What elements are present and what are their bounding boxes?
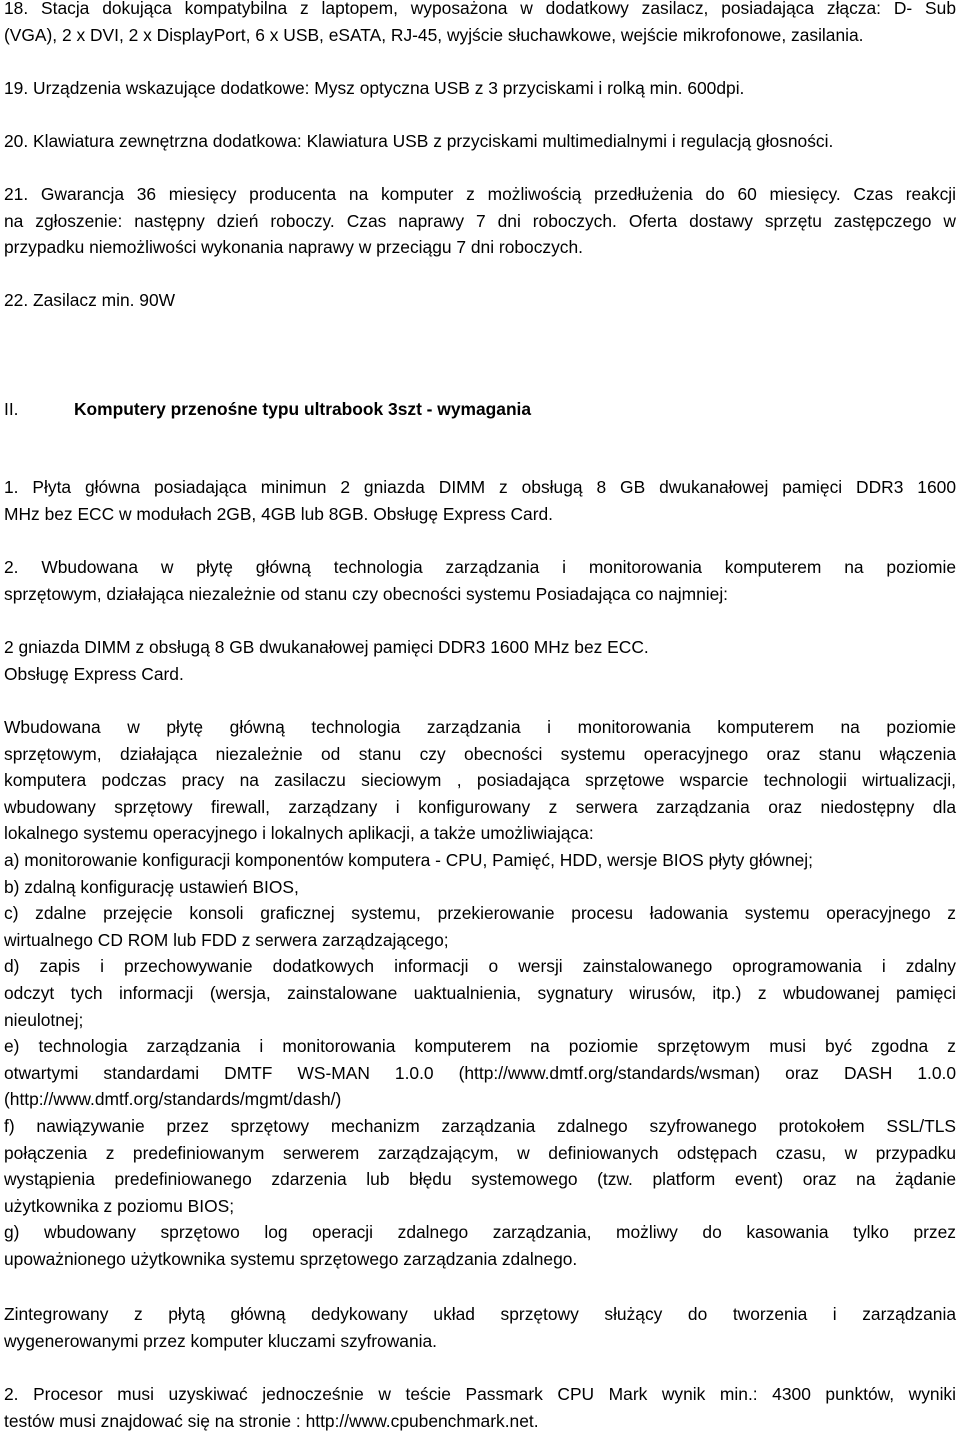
mgmt-line-19: użytkownika z poziomu BIOS; [4,1195,235,1216]
mgmt-line-9: wirtualnego CD ROM lub FDD z serwera zarządzającego; [4,929,449,950]
mgmt-line-13: e) technologia zarządzania i monitorowania komputerem na poziomie sprzętowym musi być zgodna z [4,1036,956,1057]
mgmt-line-21: upoważnionego użytkownika systemu sprzętowego zarządzania zdalnego. [4,1248,578,1269]
mgmt-line-2: sprzętowym, działająca niezależnie od stanu czy obecności systemu operacyjnego oraz stanu włączenia [4,743,956,764]
item-19-text: 19. Urządzenia wskazujące dodatkowe: Mysz optyczna USB z 3 przyciskami i rolką min. 600dpi. [4,78,745,98]
mgmt-line-11: odczyt tych informacji (wersja, zainstalowane uaktualnienia, sygnatury wirusów, itp.) z wbudowanej pamięci [4,982,956,1003]
management-paragraph [4,714,956,1272]
item-21-line-2: na zgłoszenie: następny dzień roboczy. Czas naprawy 7 dni roboczych. Oferta dostawy sprzętu zastępczego w [4,210,956,231]
mgmt-line-4: wbudowany sprzętowy firewall, zarządzany i konfigurowany z serwera zarządzania oraz niedostępny dla [4,796,956,817]
mgmt-line-3: komputera podczas pracy na zasilaczu sieciowym , posiadająca sprzętowe wsparcie technologii wirtualizacji, [4,770,956,791]
mgmt-line-14: otwartymi standardami DMTF WS-MAN 1.0.0 (http://www.dmtf.org/standards/wsman) oraz DASH 1.0.0 [4,1062,956,1083]
mgmt-line-16: f) nawiązywanie przez sprzętowy mechanizm zarządzania zdalnego szyfrowanego protokołem SSL/TLS [4,1115,956,1136]
mgmt-line-12: nieulotnej; [4,1009,84,1030]
section-title: Komputery przenośne typu ultrabook 3szt - wymagania [74,399,532,419]
mgmt-line-8: c) zdalne przejęcie konsoli graficznej systemu, przekierowanie procesu ładowania systemu operacyjnego z [4,903,956,924]
section-item-2 [4,554,956,607]
section-number: II. [4,399,19,419]
item-18-line-1: 18. Stacja dokująca kompatybilna z laptopem, wyposażona w dodatkowy zasilacz, posiadająca złącza: D- Sub [4,0,956,18]
item-21 [4,181,956,261]
mgmt-line-15: (http://www.dmtf.org/standards/mgmt/dash/) [4,1089,342,1110]
item-20-text: 20. Klawiatura zewnętrzna dodatkowa: Klawiatura USB z przyciskami multimedialnymi i regulacją głosności. [4,131,834,151]
section-item-1-line-1: 1. Płyta główna posiadająca minimun 2 gniazda DIMM z obsługą 8 GB dwukanałowej pamięci DDR3 1600 [4,477,956,497]
mgmt-line-17: połączenia z predefiniowanym serwerem zarządzającym, w definiowanych odstępach czasu, w przypadku [4,1142,956,1163]
mgmt-line-18: wystąpienia predefiniowanego zdarzenia lub błędu systemowego (tzw. platform event) oraz na żądanie [4,1169,956,1190]
cpu-line-2: testów musi znajdować się na stronie : http://www.cpubenchmark.net. [4,1410,539,1431]
dimm-line-1: 2 gniazda DIMM z obsługą 8 GB dwukanałowej pamięci DDR3 1600 MHz bez ECC. [4,637,649,657]
item-22 [4,287,956,314]
dimm-line-2: Obsługę Express Card. [4,663,184,684]
item-19 [4,75,956,102]
item-21-line-3: przypadku niemożliwości wykonania naprawy w przeciągu 7 dni roboczych. [4,237,584,258]
mgmt-line-7: b) zdalną konfigurację ustawień BIOS, [4,876,299,897]
item-21-line-1: 21. Gwarancja 36 miesięcy producenta na komputer z możliwością przedłużenia do 60 miesięcy. Czas reakcji [4,184,956,204]
item-20 [4,128,956,155]
item-18-line-2: (VGA), 2 x DVI, 2 x DisplayPort, 6 x USB, eSATA, RJ-45, wyjście słuchawkowe, wejście mikrofonowe, zasilania. [4,24,864,45]
section-item-2-line-1: 2. Wbudowana w płytę główną technologia zarządzania i monitorowania komputerem na poziomie [4,557,956,577]
cpu-requirement [4,1381,956,1434]
mgmt-line-20: g) wbudowany sprzętowo log operacji zdalnego zarządzania, możliwy do kasowania tylko przez [4,1222,956,1243]
section-item-1 [4,474,956,527]
integrated-crypto-paragraph [4,1301,956,1354]
integrated-line-2: wygenerowanymi przez komputer kluczami szyfrowania. [4,1330,437,1351]
section-item-2-line-2: sprzętowym, działająca niezależnie od stanu czy obecności systemu Posiadająca co najmniej: [4,583,729,604]
item-22-text: 22. Zasilacz min. 90W [4,290,176,310]
cpu-line-1: 2. Procesor musi uzyskiwać jednocześnie w teście Passmark CPU Mark wynik min.: 4300 punktów, wyniki [4,1384,956,1404]
mgmt-line-1: Wbudowana w płytę główną technologia zarządzania i monitorowania komputerem na poziomie [4,717,956,737]
section-item-1-line-2: MHz bez ECC w modułach 2GB, 4GB lub 8GB. Obsługę Express Card. [4,503,553,524]
mgmt-line-10: d) zapis i przechowywanie dodatkowych informacji o wersji zainstalowanego oprogramowania i zdalny [4,956,956,977]
item-18 [4,0,956,48]
section-heading [4,394,531,424]
mgmt-line-6: a) monitorowanie konfiguracji komponentów komputera - CPU, Pamięć, HDD, wersje BIOS płyty głównej; [4,849,813,870]
integrated-line-1: Zintegrowany z płytą główną dedykowany układ sprzętowy służący do tworzenia i zarządzania [4,1304,956,1324]
dimm-requirements [4,634,956,687]
mgmt-line-5: lokalnego systemu operacyjnego i lokalnych aplikacji, a także umożliwiająca: [4,823,594,844]
